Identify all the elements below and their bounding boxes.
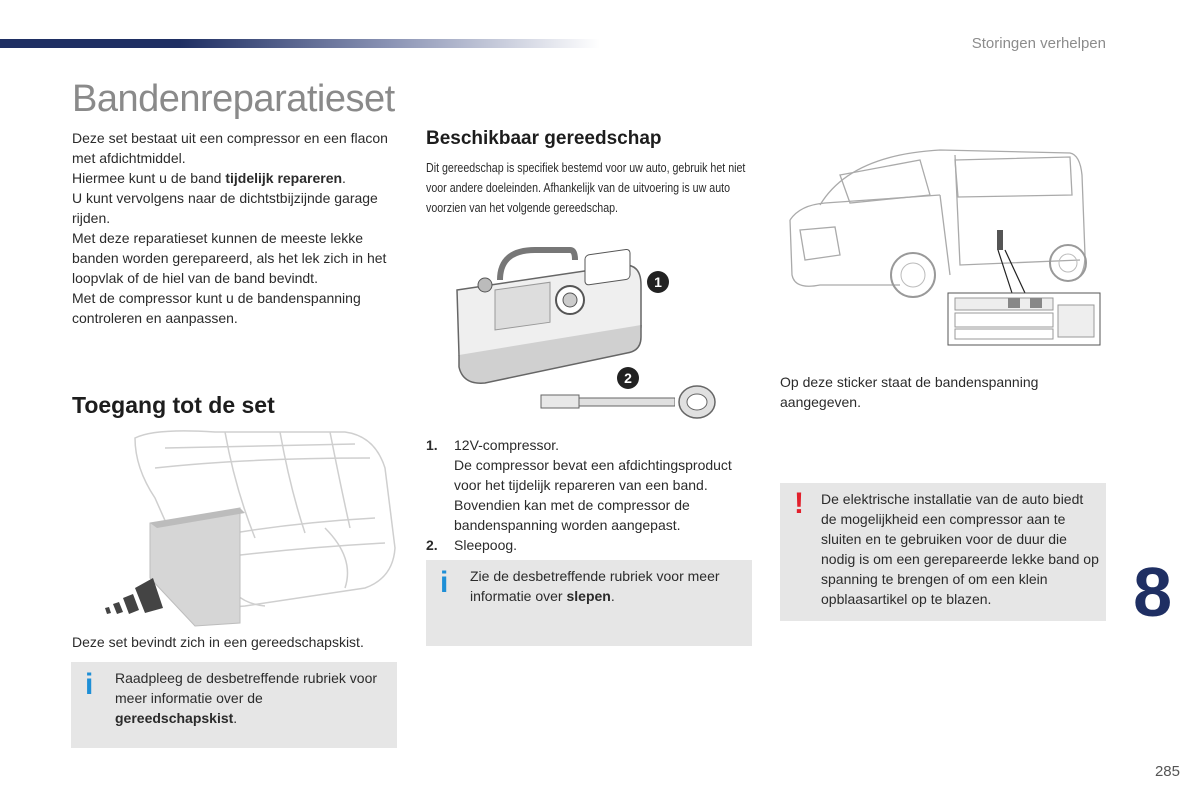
van-illustration	[780, 135, 1105, 350]
info-note-towing	[426, 560, 752, 646]
page-title: Bandenreparatieset	[72, 78, 395, 120]
info-note-toolbox	[71, 662, 397, 748]
intro-line-5: Met de compressor kunt u de bandenspanning controleren en aanpassen.	[72, 290, 361, 326]
seat-toolbox-illustration	[95, 428, 400, 628]
svg-text:2: 2	[624, 370, 632, 386]
intro-line-3: U kunt vervolgens naar de dichtstbijzijnde garage rijden.	[72, 190, 378, 226]
tow-eye-illustration	[541, 395, 675, 408]
info-icon: i	[440, 566, 449, 599]
intro-text	[72, 128, 397, 328]
top-color-bar	[0, 39, 600, 48]
chapter-number: 8	[1133, 553, 1172, 631]
info-note-text: Zie de desbetreffende rubriek voor meer informatie over slepen.	[470, 568, 720, 604]
access-caption: Deze set bevindt zich in een gereedschapskist.	[72, 634, 364, 650]
compressor-illustration	[445, 245, 675, 425]
tyre-pressure-sticker	[948, 293, 1100, 345]
intro-line-2: Hiermee kunt u de band tijdelijk repareren.	[72, 170, 346, 186]
page-number: 285	[1154, 763, 1180, 780]
callout-2-icon	[617, 367, 639, 389]
info-note-text: Raadpleeg de desbetreffende rubriek voor meer informatie over de gereedschapskist.	[115, 670, 378, 726]
callout-1-icon	[647, 271, 669, 293]
warning-note	[780, 483, 1106, 621]
intro-line-4: Met deze reparatieset kunnen de meeste lekke banden worden gerepareerd, als het lek zich in het loopvlak of de hiel van de band bevindt.	[72, 230, 387, 286]
arrow-icon	[105, 578, 163, 614]
sticker-caption: Op deze sticker staat de bandenspanning aangegeven.	[780, 374, 1039, 410]
intro-line-1: Deze set bestaat uit een compressor en een flacon met afdichtmiddel.	[72, 130, 388, 166]
warning-icon: !	[794, 487, 804, 520]
list-item: 1. 12V-compressor. De compressor bevat een afdichtingsproduct voor het tijdelijk repareren van een band. Bovendien kan met de compressor de bandenspanning worden aangepast.	[426, 437, 732, 533]
info-icon: i	[85, 668, 94, 701]
access-heading: Toegang tot de set	[72, 392, 275, 418]
list-item: 2. Sleepoog.	[426, 537, 518, 553]
tools-list	[426, 435, 756, 555]
tow-eye-ring	[675, 383, 725, 423]
tools-description: Dit gereedschap is specifiek bestemd voor uw auto, gebruik het niet voor andere doeleinden. Afhankelijk van de uitvoering is uw auto voorzien van het volgende gereedschap.	[426, 160, 746, 215]
tools-heading: Beschikbaar gereedschap	[426, 128, 662, 149]
section-header: Storingen verhelpen	[971, 35, 1106, 52]
svg-text:1: 1	[654, 274, 662, 290]
warning-note-text: De elektrische installatie van de auto biedt de mogelijkheid een compressor aan te sluiten en te gebruiken voor de duur die nodig is om een gerepareerde lekke band op spanning te brengen of om een klein opblaasartikel op te blazen.	[821, 491, 1099, 607]
